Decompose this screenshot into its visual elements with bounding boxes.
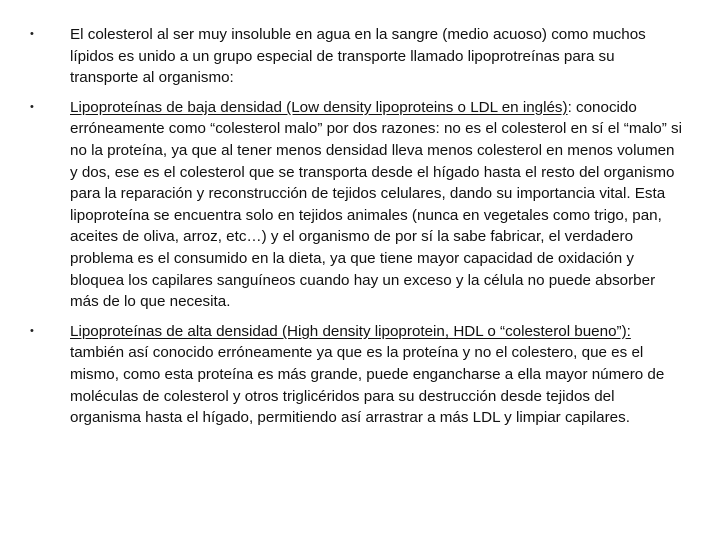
bullet-lead-ldl: Lipoproteínas de baja densidad (Low density lipoproteins o LDL en inglés) — [70, 98, 568, 116]
bullet-item-transport — [30, 24, 682, 89]
bullet-item-hdl — [30, 321, 682, 429]
bullet-dot-icon: • — [30, 324, 34, 337]
bullet-text: también así conocido erróneamente ya que es la proteína y no el colestero, que es el mismo, como esta proteína es más grande, puede engancharse a ella mayor número de moléculas de colesterol y otros triglicéridos para su destrucción desde tejidos del organisma hasta el hígado, permitiendo así arrastrar a más LDL y limpiar capilares. — [70, 344, 665, 427]
bullet-dot-icon: • — [30, 28, 34, 40]
bullet-text: : conocido erróneamente como “colesterol malo” por dos razones: no es el colesterol en sí el “malo” si no la proteína, ya que al tener menos densidad lleva menos colesterol en menos volumen y dos, ese es el colesterol que se transporta desde el hígado hasta el resto del organismo para la reparación y reconstrucción de tejidos celulares, dando su importancia vital. Esta lipoproteína se encuentra solo en tejidos animales (nunca en vegetales como trigo, pan, aceites de oliva, arroz, etc…) y el organismo de por sí la sabe fabricar, el verdadero problema es el consumido en la dieta, ya que tiene mayor capacidad de oxidación y bloquea los capilares sanguíneos cuando hay un exceso y la célula no puede absorber más de lo que necesita. — [70, 98, 682, 311]
bullet-list — [30, 24, 682, 437]
bullet-item-ldl — [30, 97, 682, 313]
bullet-lead-hdl: Lipoproteínas de alta densidad (High density lipoprotein, HDL o “colesterol bueno”): — [70, 322, 631, 340]
bullet-text: El colesterol al ser muy insoluble en agua en la sangre (medio acuoso) como muchos lípidos es unido a un grupo especial de transporte llamado lipoprotreínas para su transporte al organismo: — [70, 26, 646, 87]
bullet-dot-icon: • — [30, 100, 34, 113]
